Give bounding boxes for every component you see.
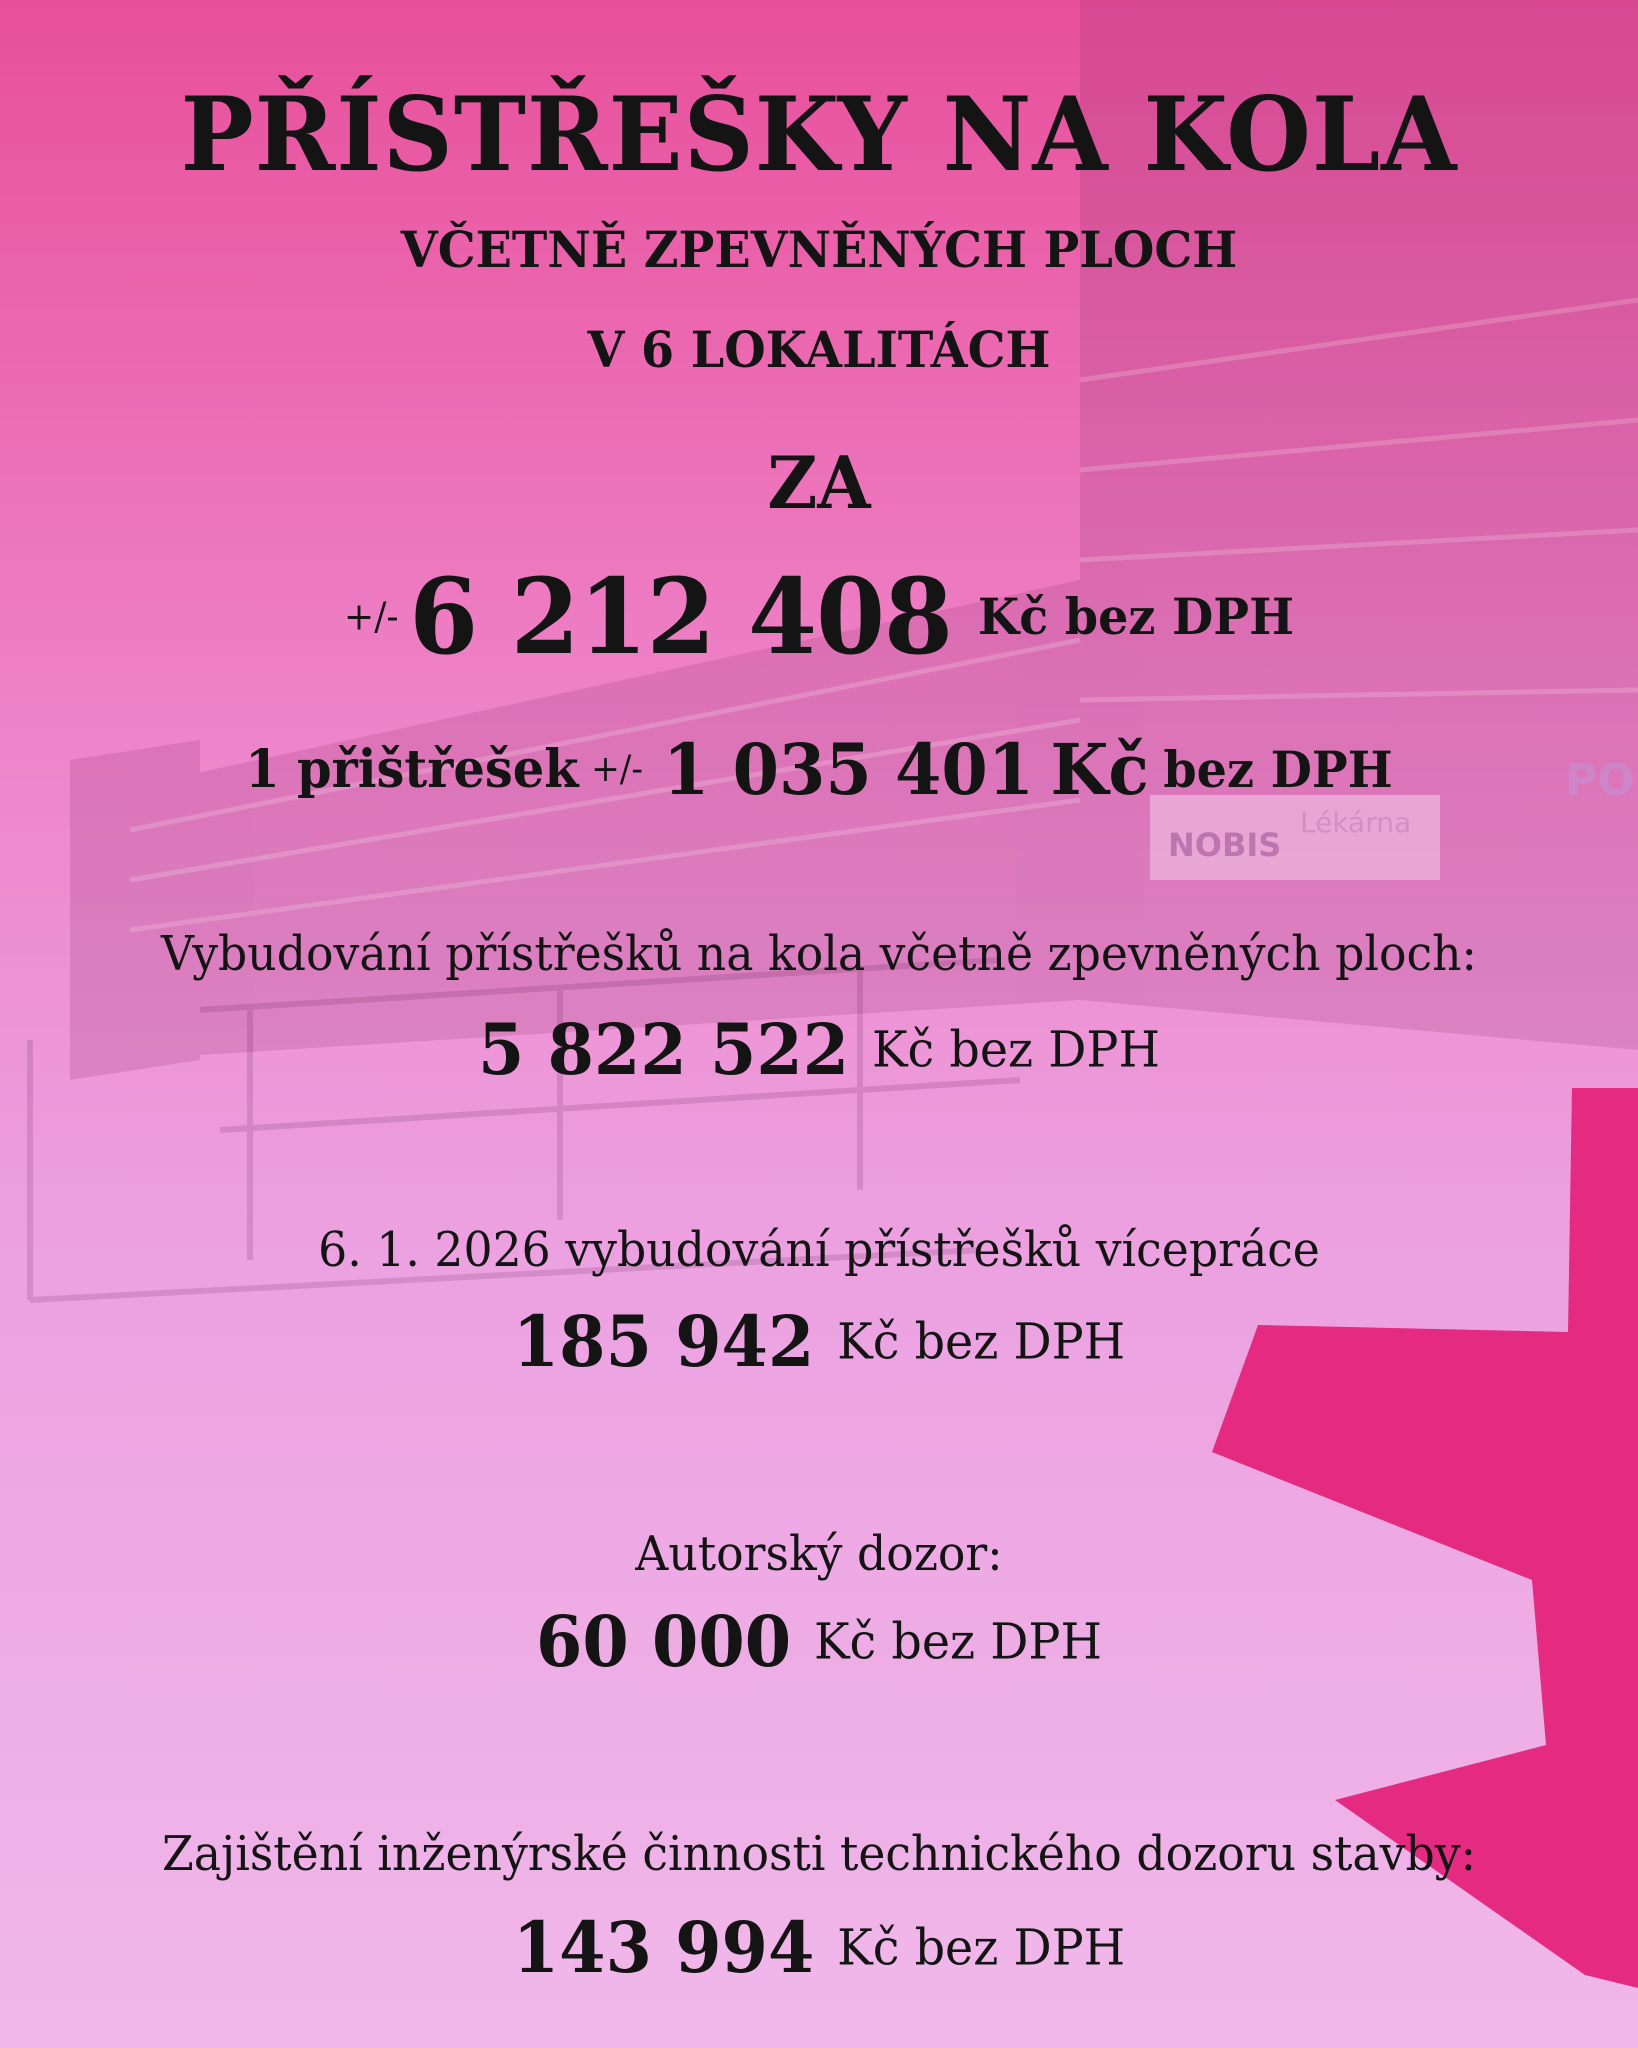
subtitle-line1: VČETNĚ ZPEVNĚNÝCH PLOCH <box>400 220 1238 279</box>
item-amount: 185 942 <box>512 1300 815 1383</box>
total-prefix: +/- <box>343 594 399 639</box>
item-unit: Kč bez DPH <box>871 1020 1160 1079</box>
per-shelter-amount: 1 035 401 <box>663 728 1035 811</box>
subtitle-line2: V 6 LOKALITÁCH <box>587 320 1051 379</box>
item-amount-row <box>39 1008 1599 1091</box>
item-amount: 143 994 <box>512 1906 815 1989</box>
item-description: Zajištění inženýrské činnosti technického dozoru stavby: <box>162 1826 1476 1882</box>
pharmacy-sign-brand: NOBIS <box>1168 826 1282 864</box>
item-unit: Kč bez DPH <box>837 1312 1126 1371</box>
per-shelter-currency: Kč <box>1050 728 1149 811</box>
per-shelter-price <box>39 728 1599 811</box>
page-title: PŘÍSTŘEŠKY NA KOLA <box>180 75 1458 195</box>
per-shelter-unit: bez DPH <box>1163 740 1393 799</box>
total-amount: 6 212 408 <box>409 555 953 678</box>
item-amount: 5 822 522 <box>477 1008 850 1091</box>
item-description: Autorský dozor: <box>635 1526 1003 1582</box>
per-shelter-label: 1 přištřešek <box>245 739 579 800</box>
item-description: Vybudování přístřešků na kola včetně zpevněných ploch: <box>161 926 1477 982</box>
item-amount-row <box>39 1300 1599 1383</box>
corner-sign-letters: PO <box>1565 755 1635 806</box>
total-unit: Kč bez DPH <box>977 587 1295 646</box>
per-shelter-prefix: +/- <box>591 749 643 790</box>
za-label: ZA <box>767 440 871 525</box>
item-description: 6. 1. 2026 vybudování přístřešků vícepráce <box>318 1222 1320 1278</box>
item-amount-row <box>39 1600 1599 1683</box>
item-unit: Kč bez DPH <box>813 1612 1103 1671</box>
item-unit: Kč bez DPH <box>837 1918 1126 1977</box>
total-price <box>39 555 1599 678</box>
pharmacy-sign-word: Lékárna <box>1300 806 1412 839</box>
item-amount-row <box>39 1906 1599 1989</box>
item-amount: 60 000 <box>535 1600 792 1683</box>
